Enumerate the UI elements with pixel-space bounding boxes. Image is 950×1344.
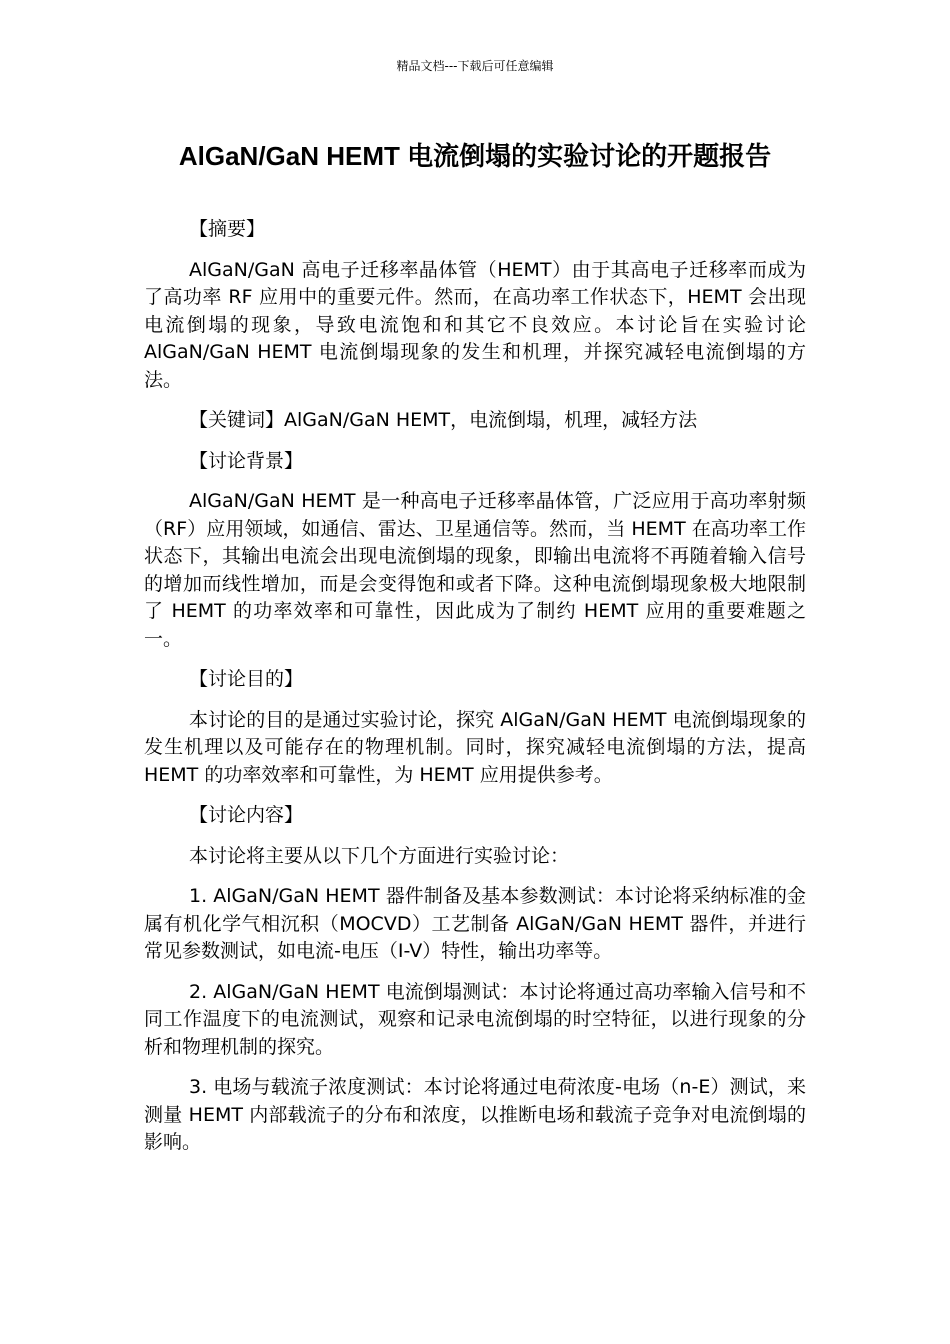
- background-heading: 【讨论背景】: [189, 449, 304, 472]
- document-title: AlGaN/GaN HEMT 电流倒塌的实验讨论的开题报告: [178, 141, 772, 171]
- content-item-1: 1. AlGaN/GaN HEMT 器件制备及基本参数测试：本讨论将采纳标准的金属有机化学气相沉积（MOCVD）工艺制备 AlGaN/GaN HEMT 器件，并进行常见参数测试，如电流-电压（I-V）特性，输出功率等。: [144, 885, 806, 962]
- background-paragraph: AlGaN/GaN HEMT 是一种高电子迁移率晶体管，广泛应用于高功率射频（RF）应用领域，如通信、雷达、卫星通信等。然而，当 HEMT 在高功率工作状态下，其输出电流会出现电流倒塌的现象，即输出电流将不再随着输入信号的增加而线性增加，而是会变得饱和或者下降。这种电流倒塌现象极大地限制了 HEMT 的功率效率和可靠性，因此成为了制约 HEMT 应用的重要难题之一。: [144, 490, 806, 650]
- content-intro-paragraph: 本讨论将主要从以下几个方面进行实验讨论：: [189, 844, 570, 867]
- content-item-2: 2. AlGaN/GaN HEMT 电流倒塌测试：本讨论将通过高功率输入信号和不同工作温度下的电流测试，观察和记录电流倒塌的时空特征，以进行现象的分析和物理机制的探究。: [144, 980, 806, 1058]
- content-item-3: 3. 电场与载流子浓度测试：本讨论将通过电荷浓度-电场（n-E）测试，来测量 HEMT 内部载流子的分布和浓度，以推断电场和载流子竞争对电流倒塌的影响。: [144, 1076, 806, 1153]
- header-note: 精品文档---下载后可任意编辑: [396, 59, 554, 73]
- purpose-paragraph: 本讨论的目的是通过实验讨论，探究 AlGaN/GaN HEMT 电流倒塌现象的发生机理以及可能存在的物理机制。同时，探究减轻电流倒塌的方法，提高 HEMT 的功率效率和可靠性，为 HEMT 应用提供参考。: [144, 708, 806, 786]
- document-body: [144, 216, 806, 1170]
- content-heading: 【讨论内容】: [189, 804, 304, 826]
- abstract-heading: 【摘要】: [189, 218, 266, 240]
- keywords-paragraph: 【关键词】AlGaN/GaN HEMT，电流倒塌，机理，减轻方法: [189, 409, 698, 431]
- purpose-heading: 【讨论目的】: [189, 668, 304, 690]
- abstract-paragraph: AlGaN/GaN 高电子迁移率晶体管（HEMT）由于其高电子迁移率而成为了高功率 RF 应用中的重要元件。然而，在高功率工作状态下，HEMT 会出现电流倒塌的现象，导致电流饱和和其它不良效应。本讨论旨在实验讨论 AlGaN/GaN HEMT 电流倒塌现象的发生和机理，并探究减轻电流倒塌的方法。: [144, 258, 806, 391]
